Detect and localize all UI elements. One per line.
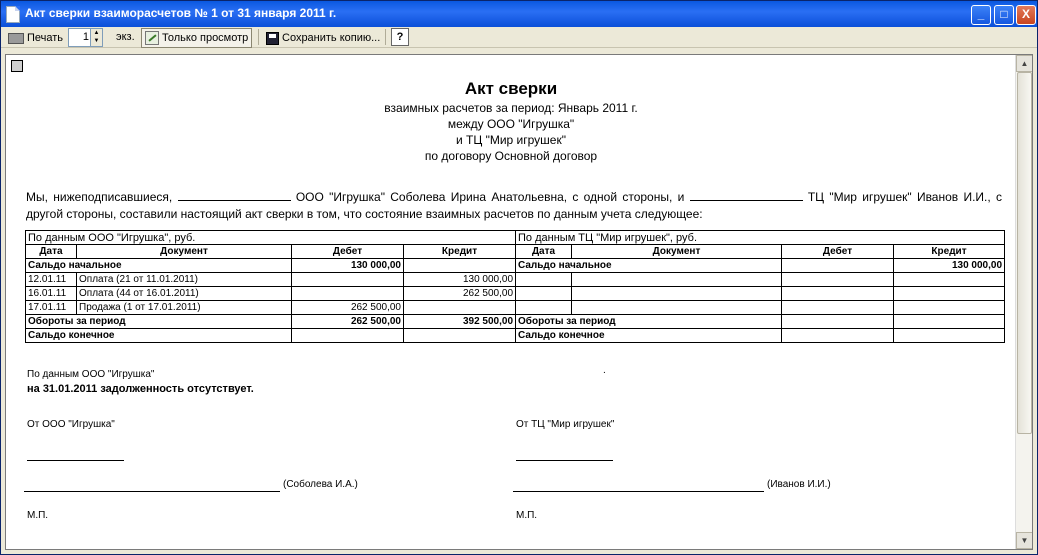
- print-button[interactable]: [4, 28, 67, 48]
- right-party-header: По данным ТЦ "Мир игрушек", руб.: [516, 231, 1005, 245]
- turnover-row: [26, 315, 1005, 329]
- save-copy-button[interactable]: [262, 28, 384, 48]
- left-stamp-label: М.П.: [27, 510, 49, 521]
- row-empty-cell: [782, 301, 894, 315]
- left-signer-name: (Соболева И.А.): [283, 479, 358, 490]
- turnover-right-credit: [894, 315, 1005, 329]
- table-row: [26, 301, 1005, 315]
- row-empty-cell: [572, 273, 782, 287]
- scroll-thumb[interactable]: [1017, 72, 1032, 434]
- left-party-sign-label: От ООО "Игрушка": [27, 419, 115, 430]
- intro-part-3: ТЦ "Мир игрушек" Иванов И.И., с другой стороны, составили настоящий акт сверки в том, что состояние взаимных расчетов по данным учета следующее:: [26, 190, 1002, 221]
- row-debit: 262 500,00: [292, 301, 404, 315]
- printer-icon: [8, 33, 24, 44]
- left-party-header: По данным ООО "Игрушка", руб.: [26, 231, 516, 245]
- opening-balance-label: Сальдо начальное: [26, 259, 292, 273]
- help-button[interactable]: ?: [391, 28, 409, 46]
- save-icon: [266, 32, 279, 45]
- row-document: Оплата (44 от 16.01.2011): [77, 287, 292, 301]
- opening-left-debit: 130 000,00: [292, 259, 404, 273]
- column-header-document: Документ: [572, 245, 782, 259]
- reconciliation-table: [25, 230, 1005, 343]
- row-document: Продажа (1 от 17.01.2011): [77, 301, 292, 315]
- table-column-header-row: [26, 245, 1005, 259]
- vertical-scrollbar[interactable]: [1015, 55, 1032, 549]
- opening-right-debit: [782, 259, 894, 273]
- maximize-button[interactable]: □: [994, 5, 1014, 25]
- table-row: [26, 287, 1005, 301]
- table-row: [26, 273, 1005, 287]
- row-empty-cell: [516, 273, 572, 287]
- column-header-date: Дата: [26, 245, 77, 259]
- view-only-label: Только просмотр: [162, 32, 249, 44]
- right-position-line: [516, 460, 613, 461]
- column-header-date: Дата: [516, 245, 572, 259]
- row-empty-cell: [516, 301, 572, 315]
- toolbar: [1, 27, 1037, 48]
- intro-part-2: ООО "Игрушка" Соболева Ирина Анатольевна, с одной стороны, и: [295, 190, 685, 204]
- row-date: 17.01.11: [26, 301, 77, 315]
- row-credit: 262 500,00: [404, 287, 516, 301]
- column-header-debit: Дебет: [782, 245, 894, 259]
- row-empty-cell: [894, 329, 1005, 343]
- row-date: 16.01.11: [26, 287, 77, 301]
- window-title: Акт сверки взаиморасчетов № 1 от 31 января 2011 г.: [25, 6, 337, 20]
- intro-part-1: Мы, нижеподписавшиеся,: [26, 190, 173, 204]
- right-stamp-label: М.П.: [516, 510, 538, 521]
- closing-balance-label: Сальдо конечное: [26, 329, 292, 343]
- row-credit: 130 000,00: [404, 273, 516, 287]
- scroll-up-arrow-icon[interactable]: ▲: [1016, 55, 1033, 72]
- print-label: Печать: [27, 32, 64, 44]
- view-only-toggle[interactable]: [141, 28, 252, 48]
- stray-dot: .: [603, 365, 606, 376]
- opening-left-credit: [404, 259, 516, 273]
- document-subtitle-contract: по договору Основной договор: [424, 149, 598, 163]
- turnover-right-debit: [782, 315, 894, 329]
- left-position-line: [27, 460, 124, 461]
- row-credit: [404, 301, 516, 315]
- opening-balance-label: Сальдо начальное: [516, 259, 782, 273]
- row-empty-cell: [782, 329, 894, 343]
- left-signature-line: [24, 491, 280, 492]
- close-button[interactable]: X: [1016, 5, 1036, 25]
- opening-right-credit: 130 000,00: [894, 259, 1005, 273]
- closing-balance-row: [26, 329, 1005, 343]
- document-area: [5, 54, 1033, 550]
- row-empty-cell: [782, 273, 894, 287]
- right-signature-line: [513, 491, 764, 492]
- turnover-left-debit: 262 500,00: [292, 315, 404, 329]
- copies-unit-label: экз.: [116, 31, 135, 43]
- copies-value: 1: [82, 31, 89, 43]
- row-empty-cell: [572, 301, 782, 315]
- minimize-button[interactable]: _: [971, 5, 991, 25]
- column-header-debit: Дебет: [292, 245, 404, 259]
- toolbar-separator: [385, 29, 386, 45]
- row-empty-cell: [572, 287, 782, 301]
- row-empty-cell: [404, 329, 516, 343]
- row-empty-cell: [292, 329, 404, 343]
- row-empty-cell: [782, 287, 894, 301]
- title-bar[interactable]: [1, 1, 1037, 27]
- right-party-sign-label: От ТЦ "Мир игрушек": [516, 419, 615, 430]
- signature-blank: [178, 189, 291, 201]
- table-party-header-row: [26, 231, 1005, 245]
- document-subtitle-period: взаимных расчетов за период: Январь 2011 г.: [384, 101, 638, 115]
- column-header-document: Документ: [77, 245, 292, 259]
- document-subtitle-and: и ТЦ "Мир игрушек": [456, 133, 566, 147]
- copies-input[interactable]: [68, 28, 103, 47]
- row-debit: [292, 287, 404, 301]
- right-signer-name: (Иванов И.И.): [767, 479, 831, 490]
- row-empty-cell: [894, 287, 1005, 301]
- column-header-credit: Кредит: [894, 245, 1005, 259]
- turnover-label: Обороты за период: [516, 315, 782, 329]
- save-copy-label: Сохранить копию...: [282, 32, 381, 44]
- copies-spinner[interactable]: ▲ ▼: [90, 29, 102, 46]
- scroll-down-arrow-icon[interactable]: ▼: [1016, 532, 1033, 549]
- row-document: Оплата (21 от 11.01.2011): [77, 273, 292, 287]
- closing-balance-label: Сальдо конечное: [516, 329, 782, 343]
- row-empty-cell: [894, 273, 1005, 287]
- row-debit: [292, 273, 404, 287]
- conclusion-text: на 31.01.2011 задолженность отсутствует.: [27, 383, 254, 395]
- turnover-left-credit: 392 500,00: [404, 315, 516, 329]
- document-icon: [6, 6, 20, 23]
- document-title: Акт сверки: [464, 79, 558, 98]
- intro-paragraph: [26, 189, 1002, 223]
- row-empty-cell: [894, 301, 1005, 315]
- conclusion-label: По данным ООО "Игрушка": [27, 369, 155, 380]
- signature-blank: [690, 189, 803, 201]
- row-empty-cell: [516, 287, 572, 301]
- sheet-corner-icon[interactable]: [11, 60, 23, 72]
- document-subtitle-between: между ООО "Игрушка": [447, 117, 575, 131]
- toolbar-separator: [258, 29, 259, 45]
- edit-icon: [145, 31, 159, 45]
- column-header-credit: Кредит: [404, 245, 516, 259]
- row-date: 12.01.11: [26, 273, 77, 287]
- turnover-label: Обороты за период: [26, 315, 292, 329]
- opening-balance-row: [26, 259, 1005, 273]
